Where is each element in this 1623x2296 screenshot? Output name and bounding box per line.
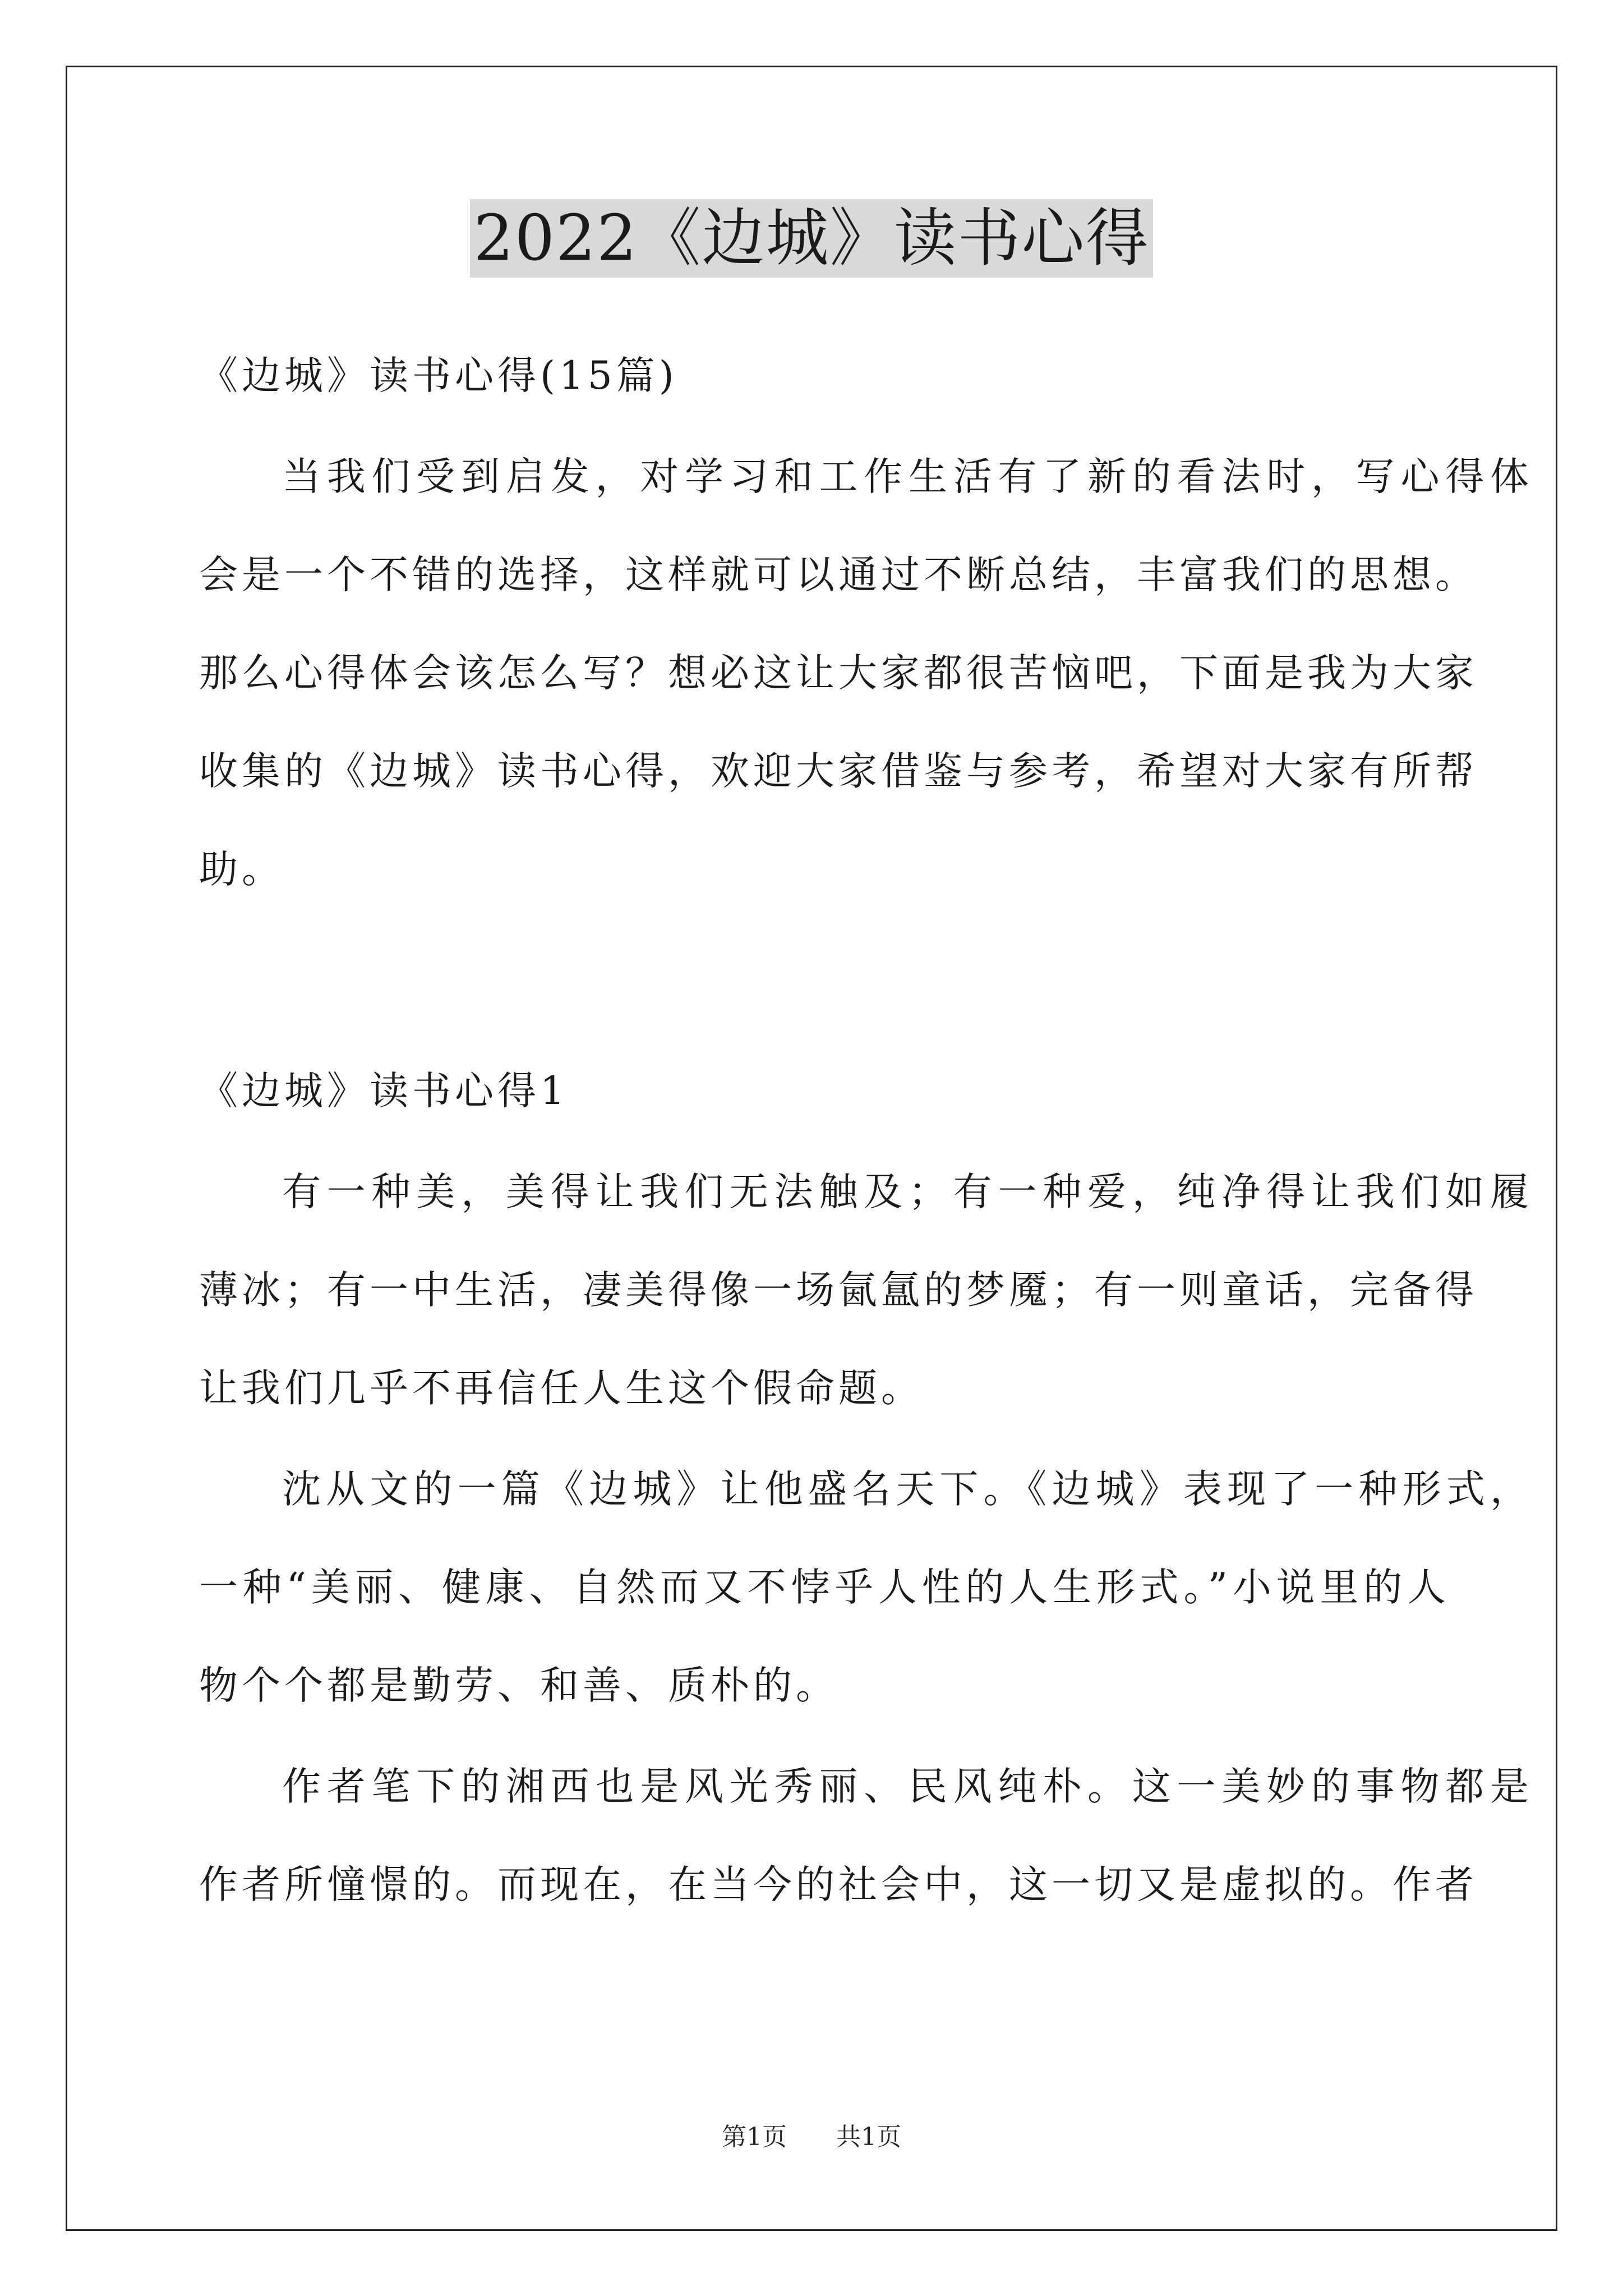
section-heading: 《边城》读书心得1	[199, 1069, 569, 1114]
intro-line: 收集的《边城》读书心得，欢迎大家借鉴与参考，希望对大家有所帮	[199, 749, 1478, 794]
intro-line: 当我们受到启发，对学习和工作生活有了新的看法时，写心得体	[282, 454, 1533, 499]
intro-line: 助。	[199, 847, 284, 892]
paragraph-line: 有一种美，美得让我们无法触及；有一种爱，纯净得让我们如履	[282, 1170, 1533, 1214]
intro-line: 会是一个不错的选择，这样就可以通过不断总结，丰富我们的思想。	[199, 553, 1478, 597]
document-title: 2022《边城》读书心得	[470, 199, 1152, 278]
paragraph-line: 让我们几乎不再信任人生这个假命题。	[199, 1366, 924, 1411]
page-number: 第1页	[722, 2123, 787, 2151]
intro-line: 那么心得体会该怎么写？想必这让大家都很苦恼吧，下面是我为大家	[199, 651, 1478, 696]
subtitle: 《边城》读书心得(15篇)	[199, 353, 678, 398]
page-total: 共1页	[836, 2123, 901, 2151]
page-footer	[0, 2120, 1623, 2154]
paragraph-line: 作者所憧憬的。而现在，在当今的社会中，这一切又是虚拟的。作者	[199, 1862, 1478, 1907]
paragraph-line: 薄冰；有一中生活，凄美得像一场氤氲的梦魇；有一则童话，完备得	[199, 1268, 1478, 1313]
paragraph-line: 沈从文的一篇《边城》让他盛名天下。《边城》表现了一种形式，	[282, 1467, 1533, 1512]
paragraph-line: 一种“美丽、健康、自然而又不悖乎人性的人生形式。”小说里的人	[199, 1565, 1450, 1610]
paragraph-line: 作者笔下的湘西也是风光秀丽、民风纯朴。这一美妙的事物都是	[282, 1764, 1533, 1809]
title-container	[0, 199, 1623, 278]
paragraph-line: 物个个都是勤劳、和善、质朴的。	[199, 1663, 838, 1708]
